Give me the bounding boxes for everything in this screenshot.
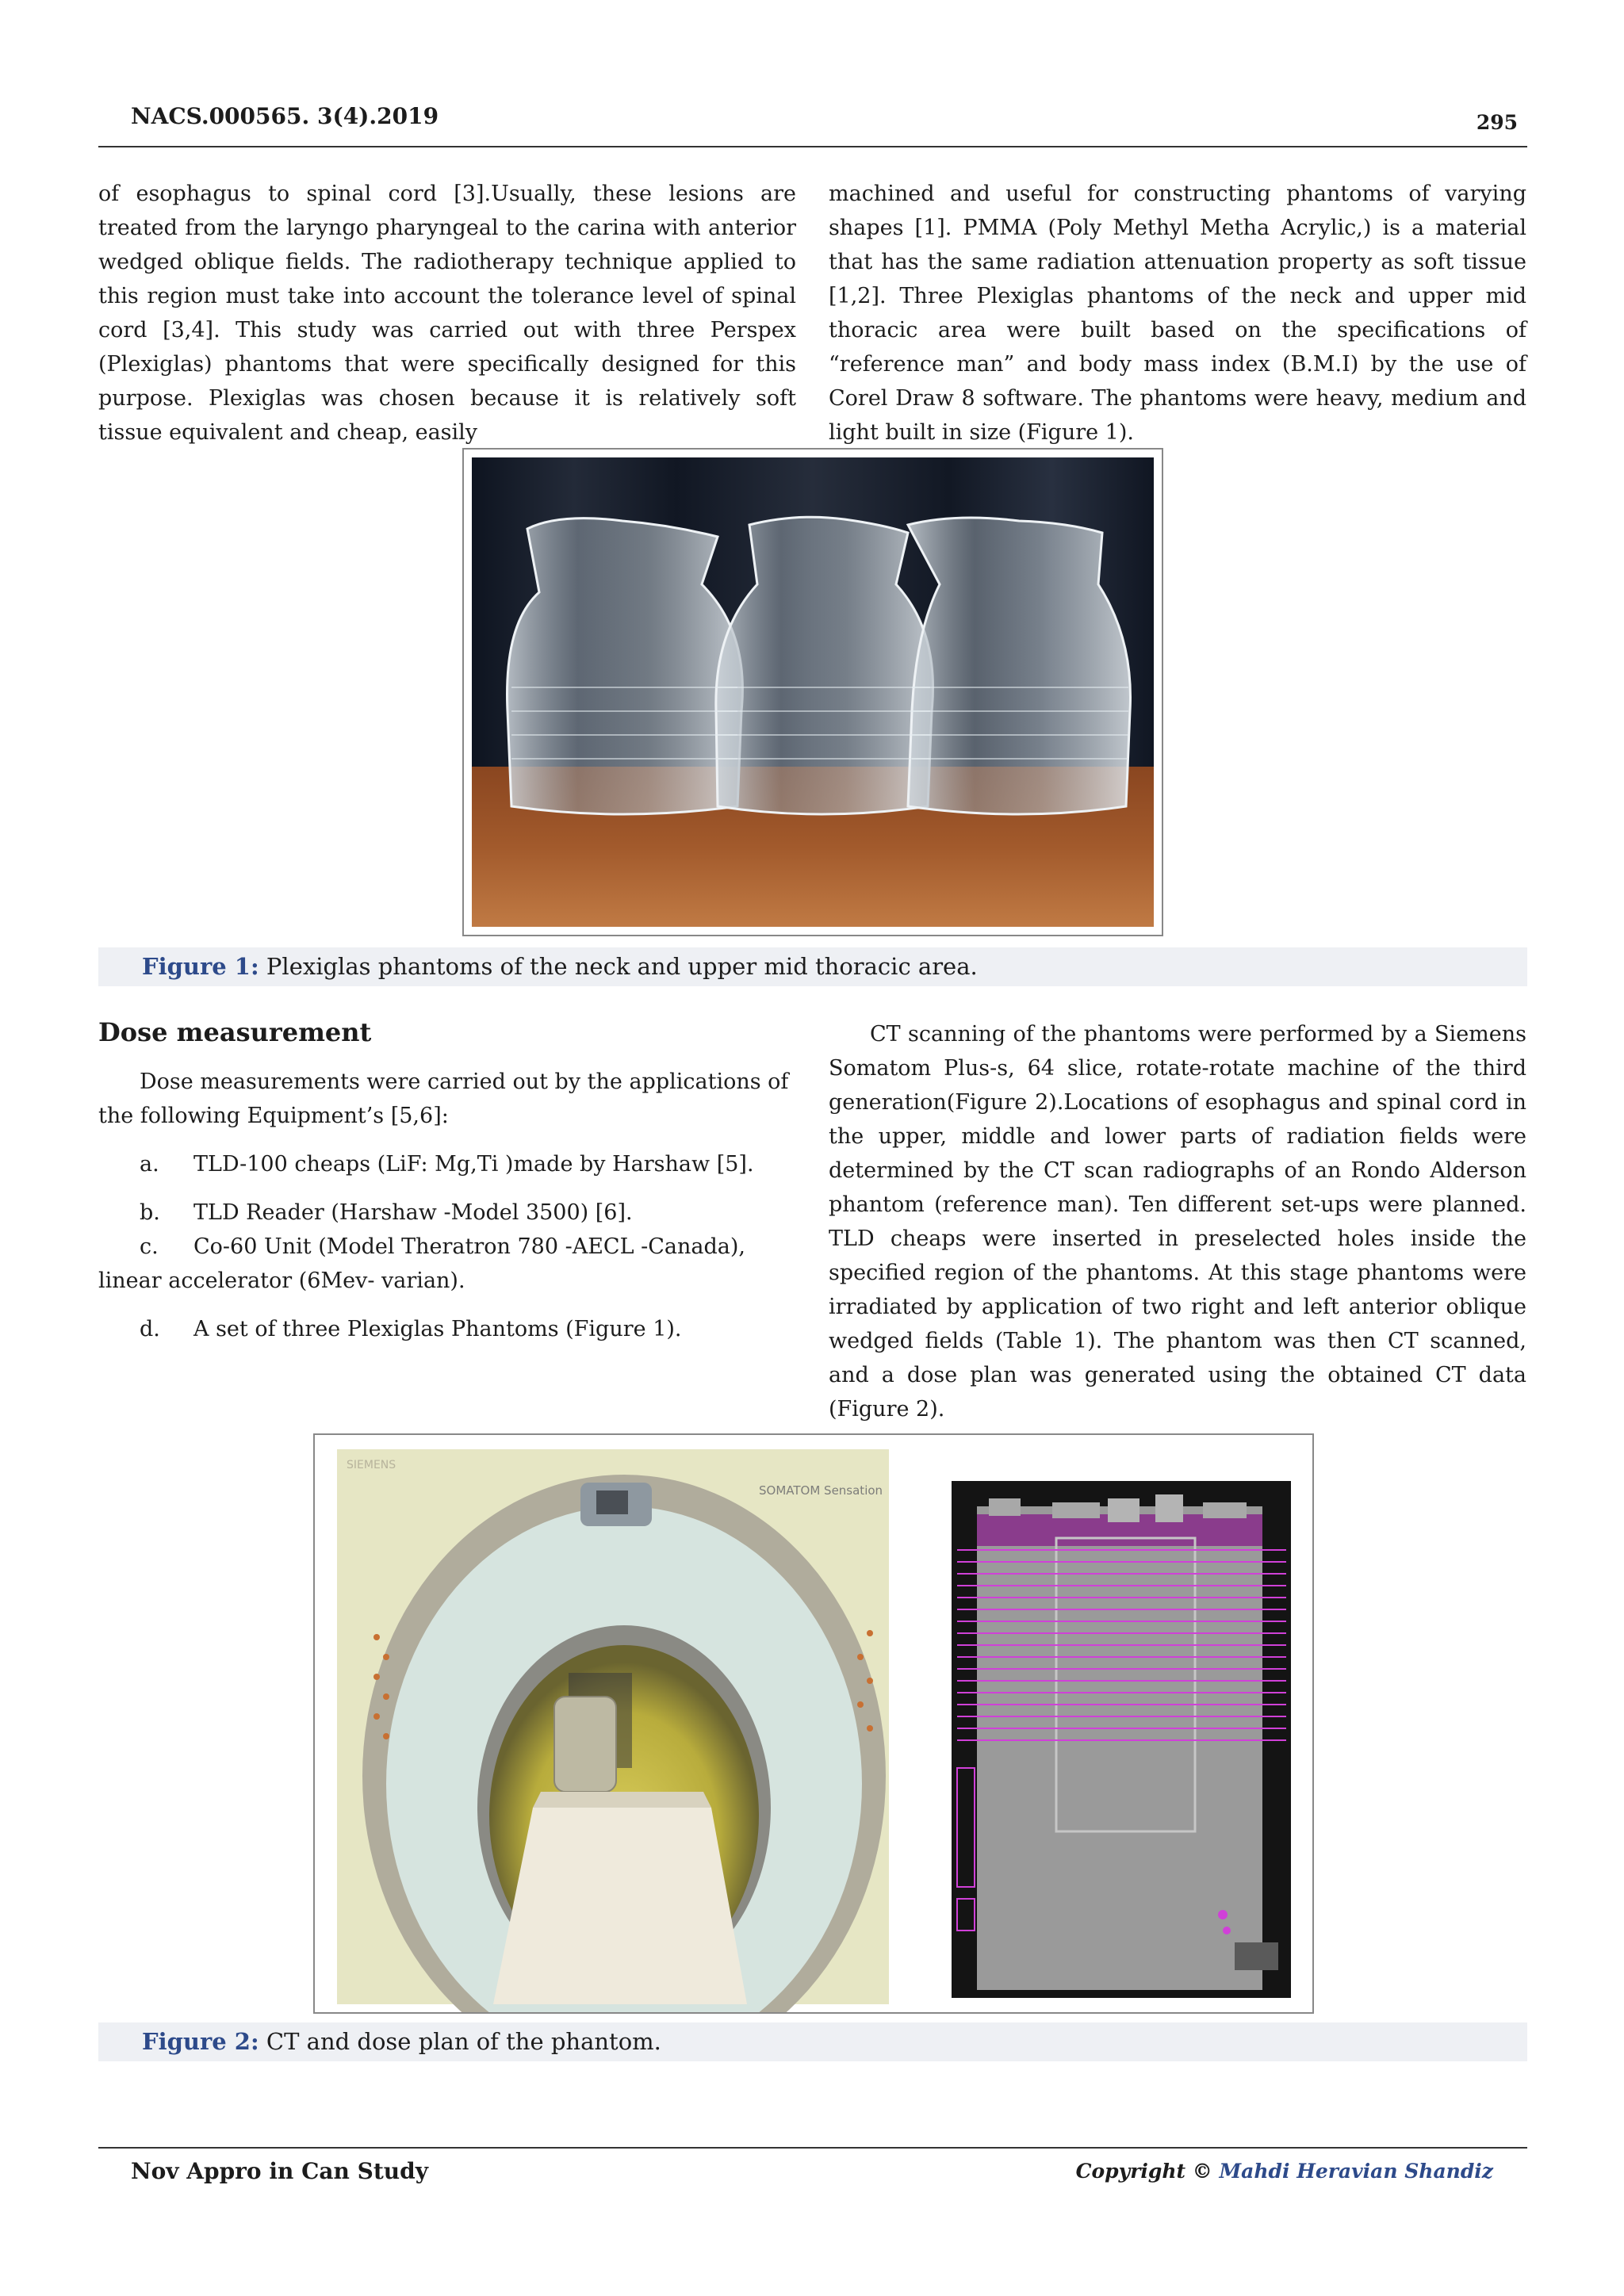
copyright-label: Copyright © bbox=[1075, 2160, 1212, 2183]
list-text: A set of three Plexiglas Phantoms (Figure 1). bbox=[193, 1317, 682, 1341]
list-marker: d. bbox=[140, 1317, 160, 1341]
list-item bbox=[98, 1312, 796, 1346]
list-text: TLD Reader (Harshaw -Model 3500) [6]. bbox=[193, 1200, 633, 1225]
top-right-paragraph: machined and useful for constructing phantoms of varying shapes [1]. PMMA (Poly Methyl Metha Acrylic,) is a material that has the same radiation attenuation property as soft tissue [1,2]. Three Plexiglas phantoms of the neck and upper mid thoracic area were built based on the specifications of “reference man” and body mass index (B.M.I) by the use of Corel Draw 8 software. The phantoms were heavy, medium and light built in size (Figure 1). bbox=[829, 182, 1526, 445]
ct-scanner-photo bbox=[337, 1449, 889, 2012]
header-divider bbox=[98, 146, 1527, 147]
scanner-brand-label: SOMATOM Sensation bbox=[759, 1483, 883, 1498]
list-marker: b. bbox=[140, 1200, 160, 1225]
figure-2-caption-text: CT and dose plan of the phantom. bbox=[266, 2028, 661, 2055]
ct-and-dose-plan-graphic bbox=[315, 1435, 1312, 2012]
section-heading: Dose measurement bbox=[98, 1017, 372, 1047]
list-text: TLD-100 cheaps (LiF: Mg,Ti )made by Harshaw [5]. bbox=[193, 1152, 754, 1177]
copyright-notice bbox=[1076, 2160, 1493, 2183]
figure-2-caption bbox=[98, 2022, 1527, 2061]
list-item bbox=[98, 1147, 796, 1181]
section-intro: Dose measurements were carried out by the applications of the following Equipment’s [5,6]: bbox=[98, 1070, 789, 1128]
list-marker: c. bbox=[140, 1234, 159, 1259]
plexiglas-phantoms-photo bbox=[464, 450, 1162, 935]
ct-scanning-column bbox=[829, 1017, 1526, 1426]
list-item bbox=[98, 1230, 796, 1298]
page-number: 295 bbox=[1476, 111, 1518, 134]
top-left-paragraph: of esophagus to spinal cord [3].Usually, these lesions are treated from the laryngo pharyngeal to the carina with anterior wedged oblique fields. The radiotherapy technique applied to this region must take into account the tolerance level of spinal cord [3,4]. This study was carried out with three Perspex (Plexiglas) phantoms that were specifically designed for this purpose. Plexiglas was chosen because it is relatively soft tissue equivalent and cheap, easily bbox=[98, 182, 796, 445]
top-left-column bbox=[98, 177, 796, 450]
list-marker: a. bbox=[140, 1152, 159, 1177]
figure-1-image bbox=[462, 448, 1163, 936]
figure-2-label: Figure 2: bbox=[142, 2028, 259, 2055]
figure-1-caption-text: Plexiglas phantoms of the neck and upper mid thoracic area. bbox=[266, 953, 978, 980]
top-right-column bbox=[829, 177, 1526, 450]
list-text: Co-60 Unit (Model Theratron 780 -AECL -Canada), linear accelerator (6Mev- varian). bbox=[98, 1234, 745, 1293]
dose-plan-image bbox=[952, 1481, 1291, 1998]
scanner-maker-label: SIEMENS bbox=[347, 1459, 396, 1471]
figure-1-caption bbox=[98, 947, 1527, 986]
ct-scanning-paragraph: CT scanning of the phantoms were performed by a Siemens Somatom Plus-s, 64 slice, rotate-rotate machine of the third generation(Figure 2).Locations of esophagus and spinal cord in the upper, middle and lower parts of radiation fields were determined by the CT scan radiographs of an Rondo Alderson phantom (reference man). Ten different set-ups were planned. TLD cheaps were inserted in preselected holes inside the specified region of the phantoms. At this stage phantoms were irradiated by application of two right and left anterior oblique wedged fields (Table 1). The phantom was then CT scanned, and a dose plan was generated using the obtained CT data (Figure 2). bbox=[829, 1022, 1526, 1422]
journal-name: Nov Appro in Can Study bbox=[131, 2158, 428, 2184]
list-item bbox=[98, 1196, 796, 1230]
dose-measurement-section bbox=[98, 1017, 796, 1346]
figure-1-label: Figure 1: bbox=[142, 953, 259, 980]
footer-divider bbox=[98, 2147, 1527, 2149]
author-name: Mahdi Heravian Shandiz bbox=[1219, 2160, 1493, 2183]
journal-citation: NACS.000565. 3(4).2019 bbox=[131, 103, 439, 129]
figure-2-image bbox=[313, 1433, 1314, 2014]
